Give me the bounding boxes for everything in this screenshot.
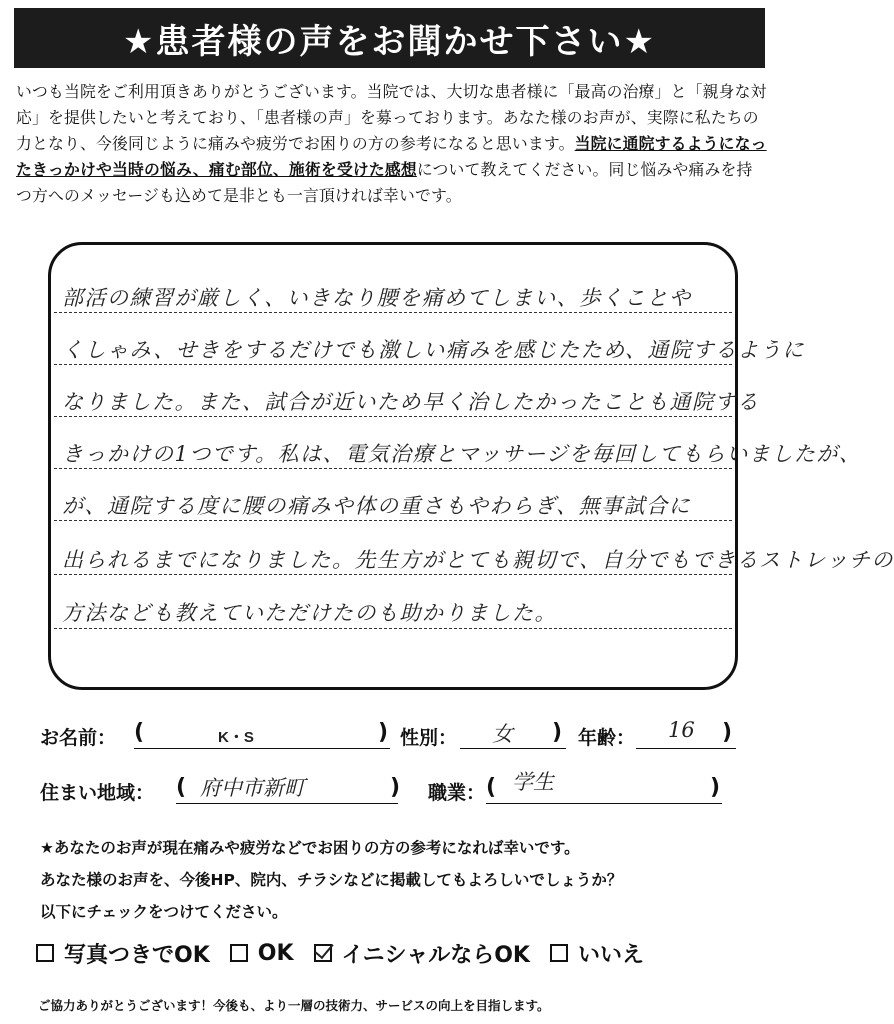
ruled-line bbox=[54, 364, 732, 365]
intro-text-before: いつも当院をご利用頂きありがとうございます。当院では、大切な患者様に「最高の治療」と「親身な対応」を提供したいと考えており、「患者様の声」を募っております。あなた様のお声が、実際に私たちの力となり、今後同じように痛みや疲労でお困りの方の参考になると思います。 bbox=[16, 82, 767, 153]
checkbox[interactable] bbox=[36, 944, 54, 962]
option-label: OK bbox=[257, 940, 294, 966]
area-underline bbox=[176, 803, 398, 804]
intro-paragraph bbox=[16, 79, 768, 209]
name-field[interactable]: K・S bbox=[218, 729, 254, 746]
option-no[interactable] bbox=[550, 938, 644, 969]
ruled-line bbox=[54, 312, 732, 313]
ruled-line bbox=[54, 416, 732, 417]
option-photo-ok[interactable] bbox=[36, 938, 210, 969]
note-line: あなた様のお声を、今後HP、院内、チラシなどに掲載してもよろしいでしょうか？ bbox=[40, 871, 623, 889]
page-title-banner bbox=[14, 8, 765, 68]
message-line: くしゃみ、せきをするだけでも激しい痛みを感じたため、通院するように bbox=[62, 338, 805, 362]
page-title: ★患者様の声をお聞かせ下さい★ bbox=[123, 21, 656, 62]
gender-field[interactable]: 女 bbox=[492, 722, 513, 746]
job-label: 職業： bbox=[428, 782, 486, 804]
job-field[interactable]: 学生 bbox=[512, 770, 554, 794]
ruled-line bbox=[54, 520, 732, 521]
paren-open: ( bbox=[486, 775, 497, 800]
option-initials-ok[interactable] bbox=[314, 938, 530, 969]
paren-close: ) bbox=[552, 720, 563, 745]
age-field[interactable]: 16 bbox=[668, 718, 695, 742]
message-line: 出られるまでになりました。先生方がとても親切で、自分でもできるストレッチの bbox=[62, 548, 894, 572]
intro-text-after: について教えてください。同じ悩みや痛みを持つ方へのメッセージも込めて是非とも一言頂ければ幸いです。 bbox=[16, 160, 753, 205]
option-ok[interactable] bbox=[230, 941, 294, 966]
option-label: イニシャルならOK bbox=[341, 942, 530, 968]
paren-close: ) bbox=[710, 775, 721, 800]
checkbox[interactable] bbox=[230, 944, 248, 962]
note-line: ★あなたのお声が現在痛みや疲労などでお困りの方の参考になれば幸いです。 bbox=[40, 839, 580, 857]
paren-close: ) bbox=[390, 775, 401, 800]
job-underline bbox=[486, 803, 722, 804]
consent-options bbox=[36, 936, 756, 970]
message-line: きっかけの1つです。私は、電気治療とマッサージを毎回してもらいましたが、 bbox=[62, 442, 862, 466]
paren-open: ( bbox=[176, 775, 187, 800]
note-line: 以下にチェックをつけてください。 bbox=[40, 903, 288, 921]
option-label: いいえ bbox=[577, 942, 644, 968]
gender-underline bbox=[460, 748, 566, 749]
message-line: なりました。また、試合が近いため早く治したかったことも通院する bbox=[62, 390, 760, 414]
age-label: 年齢： bbox=[578, 727, 636, 749]
area-field[interactable]: 府中市新町 bbox=[200, 776, 305, 800]
message-line: 方法なども教えていただけたのも助かりました。 bbox=[62, 601, 557, 625]
option-label: 写真つきでOK bbox=[64, 942, 210, 968]
checkbox[interactable] bbox=[550, 944, 568, 962]
checkbox-checked[interactable] bbox=[314, 944, 332, 962]
ruled-line bbox=[54, 574, 732, 575]
ruled-line bbox=[54, 468, 732, 469]
paren-close: ) bbox=[378, 720, 389, 745]
intro-text-emphasis: 当院に通院するようになったきっかけや当時の悩み、痛む部位、施術を受けた感想 bbox=[16, 134, 767, 179]
area-label: 住まい地域： bbox=[40, 782, 155, 804]
paren-close: ) bbox=[722, 720, 733, 745]
message-line: 部活の練習が厳しく、いきなり腰を痛めてしまい、歩くことや bbox=[62, 286, 692, 310]
message-line: が、通院する度に腰の痛みや体の重さもやわらぎ、無事試合に bbox=[62, 494, 692, 518]
age-underline bbox=[636, 748, 736, 749]
ruled-line bbox=[54, 628, 732, 629]
footer-text: ご協力ありがとうございます！今後も、より一層の技術力、サービスの向上を目指します。 bbox=[38, 998, 550, 1013]
name-label: お名前： bbox=[40, 727, 117, 749]
gender-label: 性別： bbox=[400, 727, 458, 749]
name-underline bbox=[134, 748, 390, 749]
paren-open: ( bbox=[134, 720, 145, 745]
